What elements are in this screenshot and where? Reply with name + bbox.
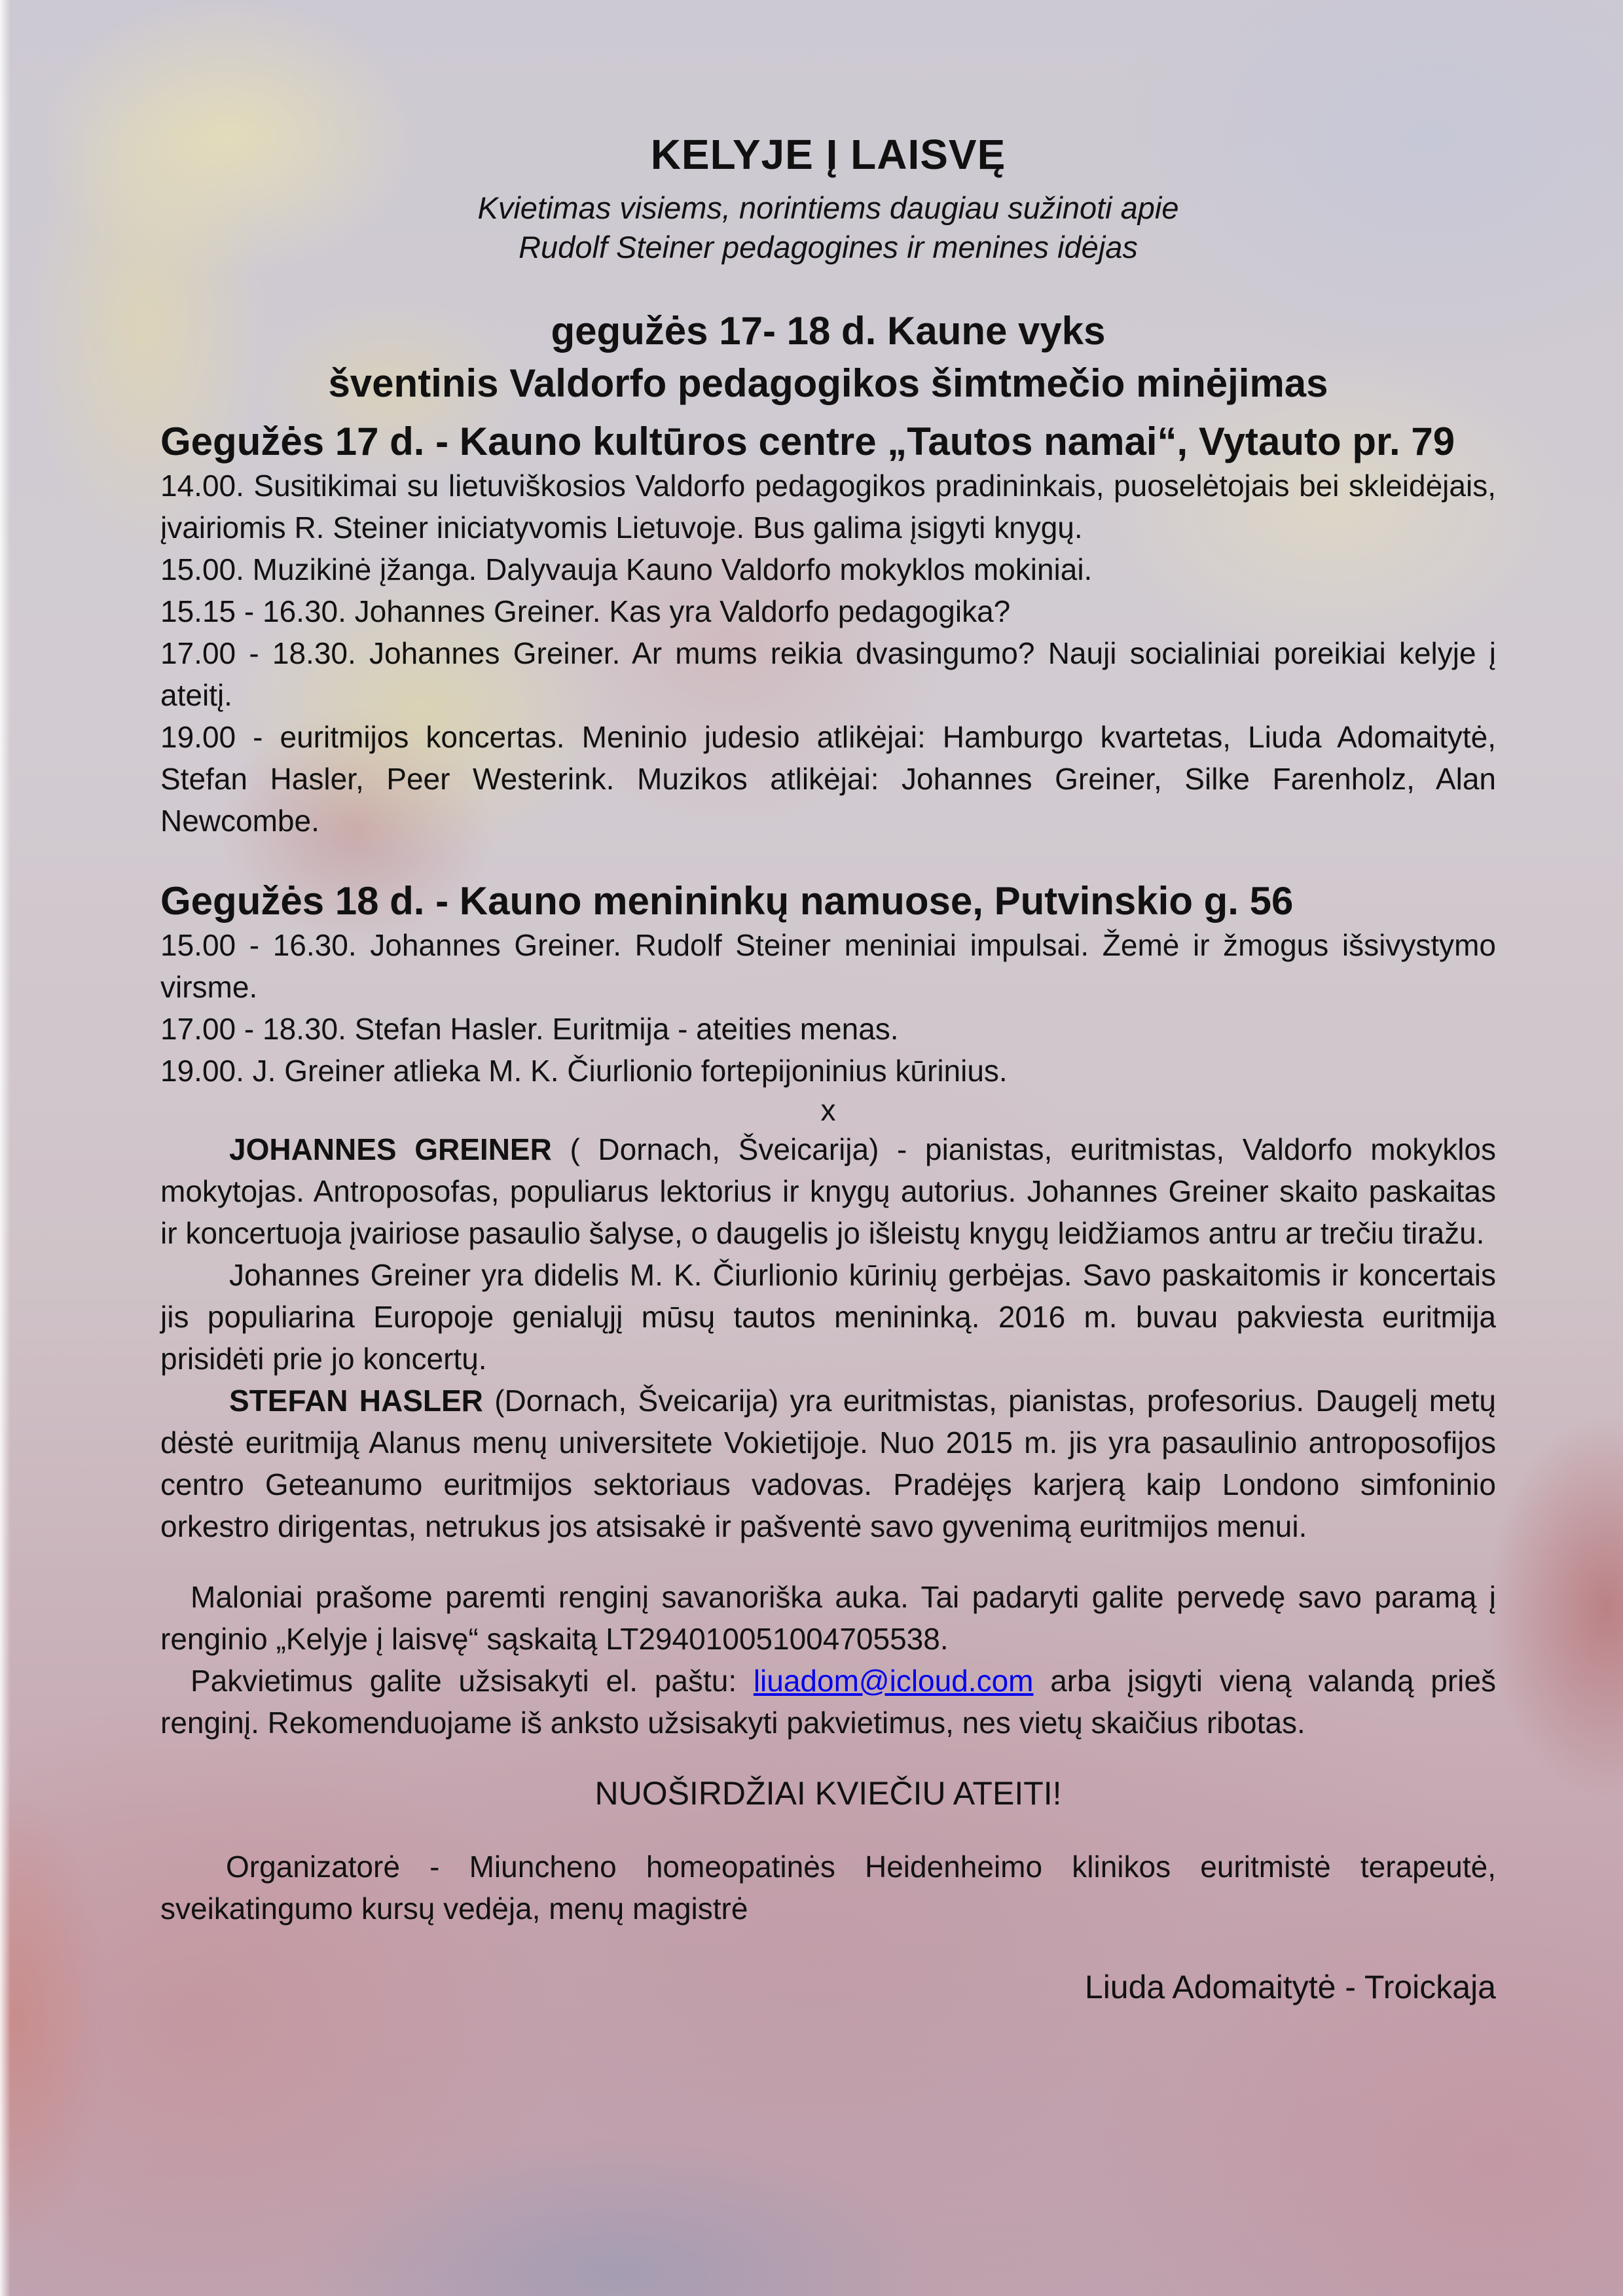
- schedule-item: 19.00 - euritmijos koncertas. Meninio judesio atlikėjai: Hamburgo kvartetas, Liuda Adomaitytė, Stefan Hasler, Peer Westerink. Muzikos atlikėjai: Johannes Greiner, Silke Farenholz, Alan Newcombe.: [160, 719, 1496, 838]
- announcement-line-2: šventinis Valdorfo pedagogikos šimtmečio minėjimas: [328, 361, 1328, 405]
- subtitle-line-1: Kvietimas visiems, norintiems daugiau sužinoti apie: [477, 190, 1179, 225]
- bio-johannes-greiner-2: Johannes Greiner yra didelis M. K. Čiurlionio kūrinių gerbėjas. Savo paskaitomis ir koncertais jis populiarina Europoje genialųjį mūsų tautos menininką. 2016 m. buvau pakviesta euritmija prisidėti prie jo koncertų.: [160, 1257, 1496, 1376]
- support-paragraph-tickets: [160, 1660, 1496, 1744]
- support-section: [160, 1576, 1496, 1744]
- schedule-item: 17.00 - 18.30. Johannes Greiner. Ar mums reikia dvasingumo? Nauji socialiniai poreikiai kelyje į ateitį.: [160, 636, 1496, 712]
- day1-schedule: [160, 465, 1496, 842]
- bio-name-greiner: JOHANNES GREINER: [229, 1132, 552, 1166]
- tickets-text-after: arba įsigyti vieną valandą prieš renginį. Rekomenduojame iš anksto užsisakyti pakvietimus, nes vietų skaičius ribotas.: [160, 1663, 1496, 1740]
- organizer-paragraph: Organizatorė - Miuncheno homeopatinės Heidenheimo klinikos euritmistė terapeutė, sveikatingumo kursų vedėja, menų magistrė: [160, 1849, 1496, 1926]
- announcement-line-1: gegužės 17- 18 d. Kaune vyks: [551, 308, 1106, 353]
- schedule-item: 15.00. Muzikinė įžanga. Dalyvauja Kauno Valdorfo mokyklos mokiniai.: [160, 552, 1093, 586]
- tickets-text-before: Pakvietimus galite užsisakyti el. paštu:: [191, 1663, 754, 1698]
- announcement: [160, 305, 1496, 410]
- day1-heading: Gegužės 17 d. - Kauno kultūros centre „Tautos namai“, Vytauto pr. 79: [160, 419, 1455, 463]
- subtitle: [160, 188, 1496, 267]
- subtitle-line-2: Rudolf Steiner pedagogines ir menines idėjas: [519, 229, 1138, 264]
- schedule-item: 15.15 - 16.30. Johannes Greiner. Kas yra Valdorfo pedagogika?: [160, 594, 1011, 628]
- page-title: KELYJE Į LAISVĘ: [650, 131, 1006, 178]
- day2-heading: Gegužės 18 d. - Kauno menininkų namuose, Putvinskio g. 56: [160, 878, 1294, 923]
- bios-section: [160, 1128, 1496, 1547]
- separator-x: x: [820, 1092, 836, 1127]
- signature: Liuda Adomaitytė - Troickaja: [1084, 1968, 1496, 2005]
- bio-johannes-greiner: [160, 1128, 1496, 1254]
- schedule-item: 17.00 - 18.30. Stefan Hasler. Euritmija - ateities menas.: [160, 1011, 899, 1046]
- day2-schedule: [160, 924, 1496, 1092]
- closing-invitation: NUOŠIRDŽIAI KVIEČIU ATEITI!: [594, 1774, 1062, 1812]
- support-paragraph-donation: Maloniai prašome paremti renginį savanoriška auka. Tai padaryti galite pervedę savo paramą į renginio „Kelyje į laisvę“ sąskaitą LT294010051004705538.: [160, 1579, 1496, 1656]
- email-link[interactable]: liuadom@icloud.com: [753, 1663, 1034, 1698]
- bio-text-greiner: ( Dornach, Šveicarija) - pianistas, euritmistas, Valdorfo mokyklos mokytojas. Antroposofas, populiarus lektorius ir knygų autorius. Johannes Greiner skaito paskaitas ir koncertuoja įvairiose pasaulio šalyse, o daugelis jo išleistų knygų leidžiamos antru ar trečiu tiražu.: [160, 1132, 1496, 1250]
- bio-text-hasler: (Dornach, Šveicarija) yra euritmistas, pianistas, profesorius. Daugelį metų dėstė euritmiją Alanus menų universitete Vokietijoje. Nuo 2015 m. jis yra pasaulinio antroposofijos centro Geteanumo euritmijos sektoriaus vadovas. Pradėjęs karjerą kaip Londono simfoninio orkestro dirigentas, netrukus jos atsisakė ir pašventė savo gyvenimą euritmijos menui.: [160, 1383, 1496, 1543]
- bio-stefan-hasler: [160, 1380, 1496, 1547]
- schedule-item: 19.00. J. Greiner atlieka M. K. Čiurlionio fortepijoninius kūrinius.: [160, 1053, 1008, 1088]
- schedule-item: 15.00 - 16.30. Johannes Greiner. Rudolf Steiner meniniai impulsai. Žemė ir žmogus išsivystymo virsme.: [160, 927, 1496, 1004]
- bio-name-hasler: STEFAN HASLER: [229, 1383, 483, 1418]
- schedule-item: 14.00. Susitikimai su lietuviškosios Valdorfo pedagogikos pradininkais, puoselėtojais bei skleidėjais, įvairiomis R. Steiner iniciatyvomis Lietuvoje. Bus galima įsigyti knygų.: [160, 468, 1496, 545]
